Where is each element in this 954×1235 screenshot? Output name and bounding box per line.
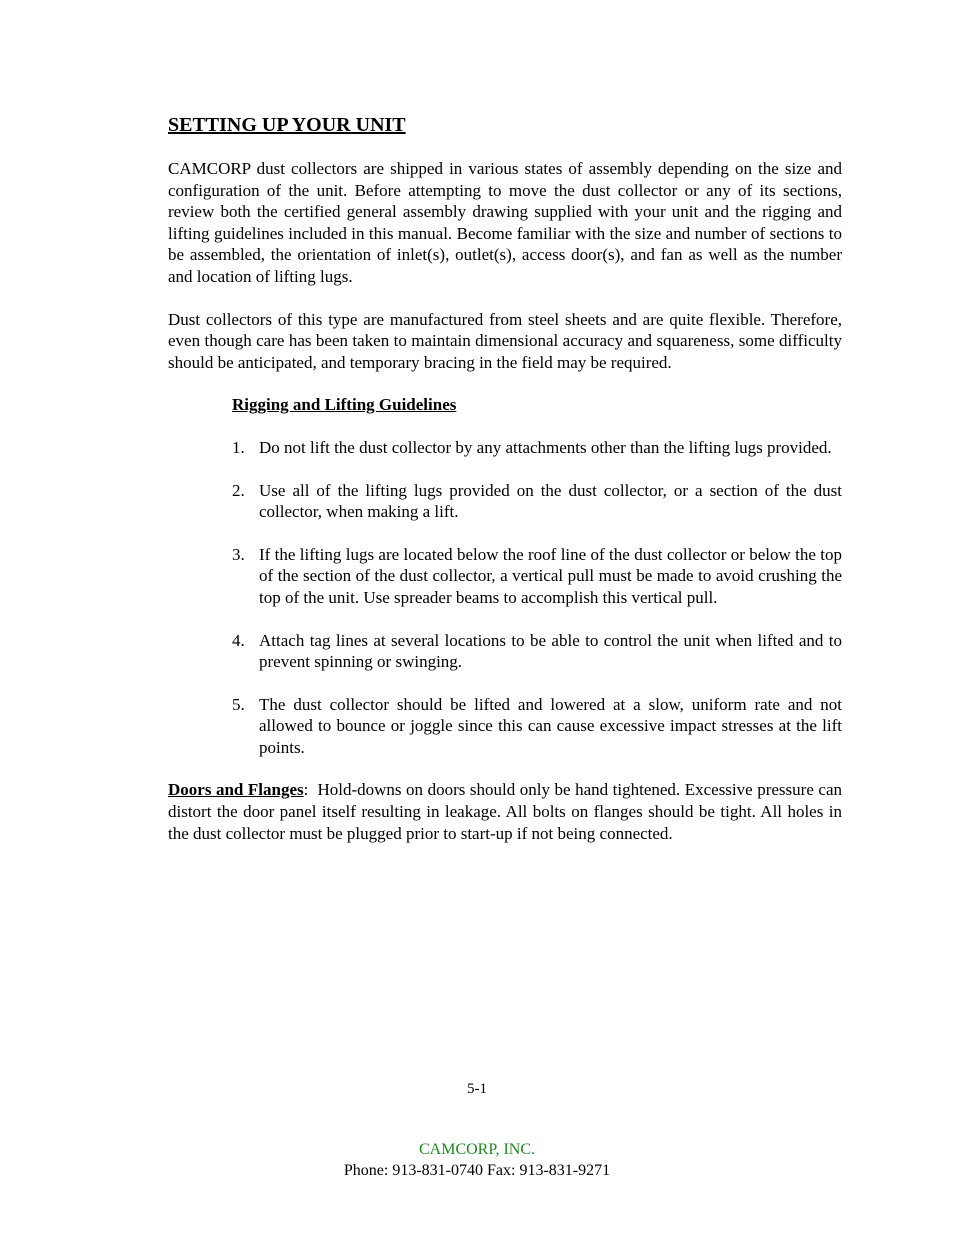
list-item-number: 5. [232,694,245,714]
list-item-text: Use all of the lifting lugs provided on the dust collector, or a section of the dust collector, when making a lift. [259,480,842,522]
list-item [232,480,842,523]
footer-contact: Phone: 913-831-0740 Fax: 913-831-9271 [343,1162,611,1179]
list-item [232,437,842,459]
doors-text: Hold-downs on doors should only be hand tightened. Excessive pressure can distort the door panel itself resulting in leakage. All bolts on flanges should be tight. All holes in the dust collector must be plugged prior to start-up if not being connected. [168,780,842,843]
list-item-text: Do not lift the dust collector by any attachments other than the lifting lugs provided. [259,437,832,457]
rigging-list [232,437,842,759]
document-body [168,112,842,865]
page-title: SETTING UP YOUR UNIT [168,114,406,136]
intro-paragraph: CAMCORP dust collectors are shipped in various states of assembly depending on the size and configuration of the unit. Before attempting to move the dust collector or any of its sections, review both the certified general assembly drawing supplied with your unit and the rigging and lifting guidelines included in this manual. Become familiar with the size and number of sections to be assembled, the orientation of inlet(s), outlet(s), access door(s), and fan as well as the number and location of lifting lugs. [168,159,842,286]
list-item-text: If the lifting lugs are located below the roof line of the dust collector or below the top of the section of the dust collector, a vertical pull must be made to avoid crushing the top of the unit. Use spreader beams to accomplish this vertical pull. [259,544,842,607]
list-item [232,630,842,673]
page-number: 5-1 [467,1081,487,1097]
list-item-text: The dust collector should be lifted and lowered at a slow, uniform rate and not allowed to bounce or joggle since this can cause excessive impact stresses at the lift points. [259,694,842,757]
doors-paragraph [168,779,842,844]
list-item-number: 2. [232,480,245,500]
list-item [232,544,842,609]
list-item-text: Attach tag lines at several locations to be able to control the unit when lifted and to prevent spinning or swinging. [259,630,842,672]
doors-separator: : [303,780,309,800]
list-item-number: 3. [232,544,245,564]
footer [0,1139,954,1181]
list-item-number: 4. [232,630,245,650]
list-item [232,694,842,759]
doors-heading: Doors and Flanges [168,780,304,800]
list-item-number: 1. [232,437,245,457]
footer-company: CAMCORP, INC. [418,1141,536,1158]
rigging-heading: Rigging and Lifting Guidelines [232,395,457,415]
flexibility-paragraph: Dust collectors of this type are manufactured from steel sheets and are quite flexible. Therefore, even though care has been taken to maintain dimensional accuracy and squareness, some difficulty should be anticipated, and temporary bracing in the field may be required. [168,309,842,372]
